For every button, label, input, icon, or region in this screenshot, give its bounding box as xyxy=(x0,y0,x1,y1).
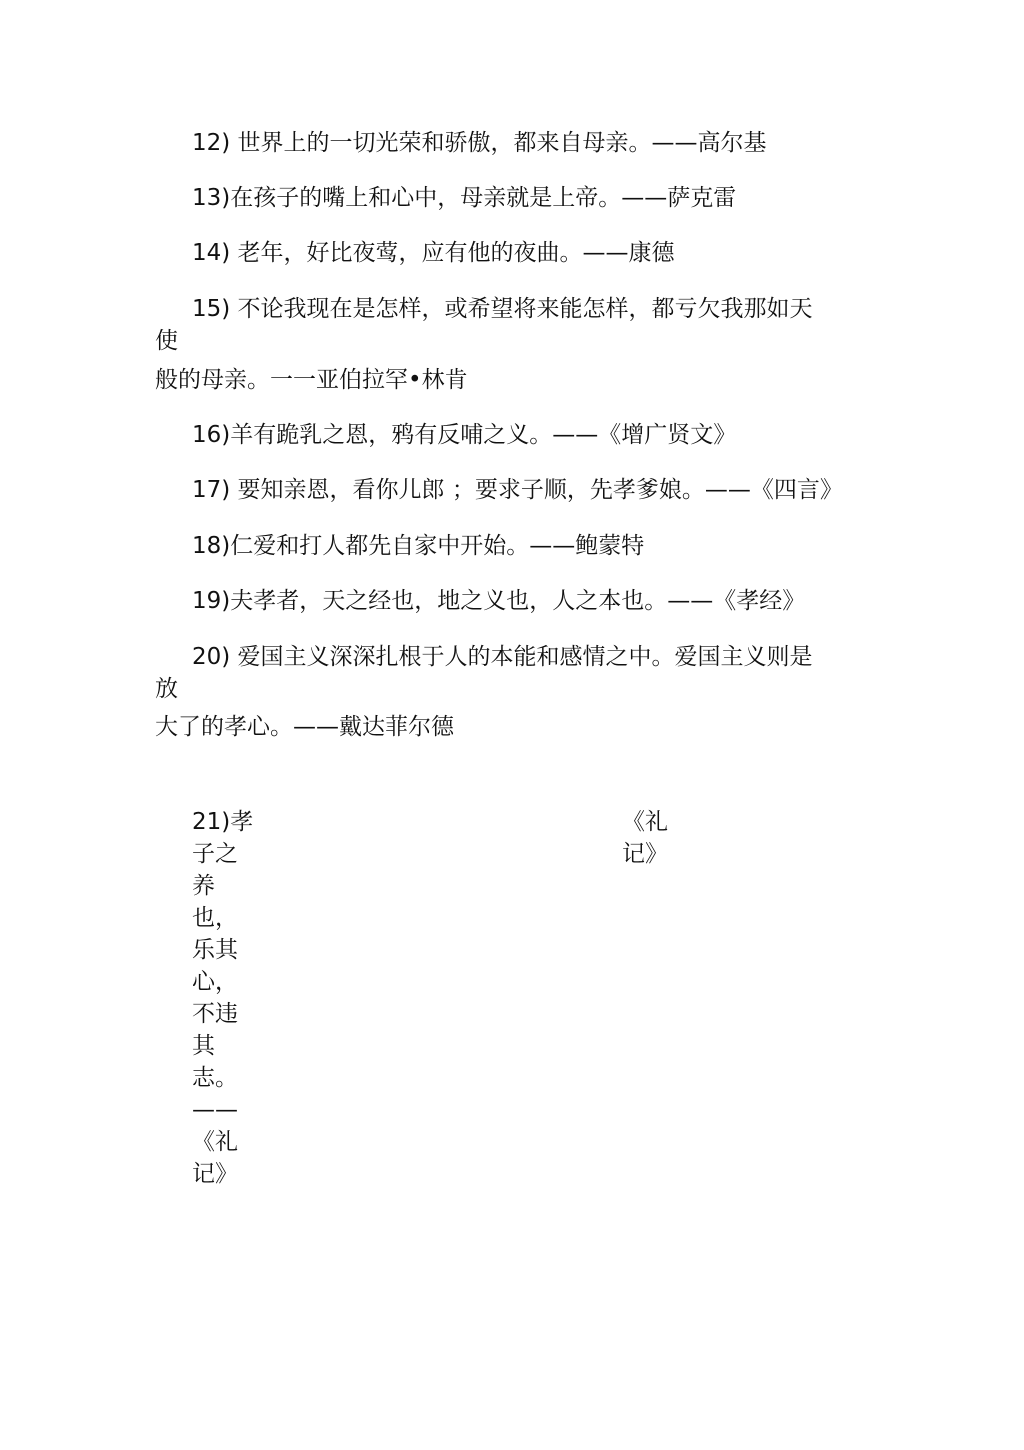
quote-21-fragment: 21)孝 xyxy=(192,809,254,835)
quote-21-fragment: 心， xyxy=(192,969,238,995)
quote-12: 12) 世界上的一切光荣和骄傲，都来自母亲。——高尔基 xyxy=(192,130,767,156)
quote-15-line-1: 15) 不论我现在是怎样，或希望将来能怎样，都亏欠我那如天 xyxy=(192,296,813,322)
quote-14: 14) 老年，好比夜莺，应有他的夜曲。——康德 xyxy=(192,240,675,266)
quote-19: 19)夫孝者，天之经也，地之义也，人之本也。——《孝经》 xyxy=(192,588,806,614)
quote-21-fragment: 《礼 xyxy=(192,1129,238,1155)
quote-21-fragment: 也， xyxy=(192,905,238,931)
quote-21-fragment: 子之 xyxy=(192,841,238,867)
quote-21-fragment: 养 xyxy=(192,873,215,899)
quote-15-line-2: 使 xyxy=(155,328,178,354)
quote-21-fragment: 记》 xyxy=(192,1161,238,1187)
quote-21-fragment: 其 xyxy=(192,1033,215,1059)
quote-21-fragment: 志。 xyxy=(192,1065,238,1091)
quote-21-source-fragment: 记》 xyxy=(622,841,668,867)
quote-21-source-column xyxy=(622,806,668,870)
quote-20-line-3: 大了的孝心。——戴达菲尔德 xyxy=(155,714,454,740)
quote-17: 17) 要知亲恩，看你儿郎 ；要求子顺，先孝爹娘。——《四言》 xyxy=(192,477,843,503)
quote-13: 13)在孩子的嘴上和心中，母亲就是上帝。——萨克雷 xyxy=(192,185,737,211)
quote-21-fragment: 不违 xyxy=(192,1001,238,1027)
quote-20-line-2: 放 xyxy=(155,676,178,702)
quote-21-fragment: 乐其 xyxy=(192,937,238,963)
quote-15-line-3: 般的母亲。一一亚伯拉罕•林肯 xyxy=(155,367,468,393)
quote-20-line-1: 20) 爱国主义深深扎根于人的本能和感情之中。爱国主义则是 xyxy=(192,644,813,670)
quote-18: 18)仁爱和打人都先自家中开始。——鲍蒙特 xyxy=(192,533,645,559)
quote-21-source-fragment: 《礼 xyxy=(622,809,668,835)
quote-21-fragment: —— xyxy=(192,1097,238,1123)
quote-21-column xyxy=(192,806,253,1190)
quote-16: 16)羊有跪乳之恩，鸦有反哺之义。——《增广贤文》 xyxy=(192,422,737,448)
